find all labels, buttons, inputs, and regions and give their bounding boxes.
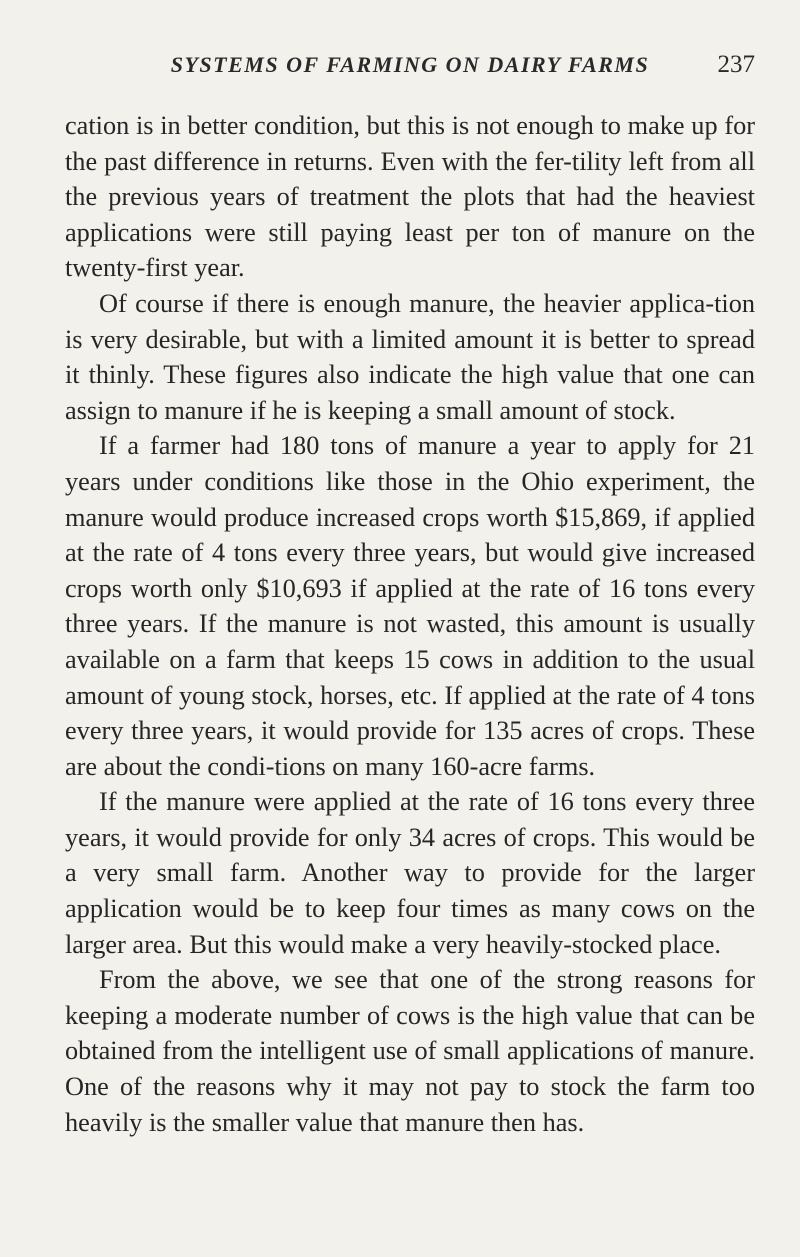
body-text — [65, 108, 755, 1140]
book-page — [65, 48, 755, 1140]
running-title: SYSTEMS OF FARMING ON DAIRY FARMS — [170, 52, 650, 77]
running-head — [65, 48, 755, 84]
paragraph: Of course if there is enough manure, the heavier applica-tion is very desirable, but with a limited amount it is better to spread it thinly. These figures also indicate the high value that one can assign to manure if he is keeping a small amount of stock. — [65, 288, 755, 425]
page-number: 237 — [717, 51, 755, 78]
paragraph: If the manure were applied at the rate of 16 tons every three years, it would provide for only 34 acres of crops. This would be a very small farm. Another way to provide for the larger application would be to keep four times as many cows on the larger area. But this would make a very heavily-stocked place. — [65, 787, 755, 959]
paragraph-continuation: cation is in better condition, but this is not enough to make up for the past difference in returns. Even with the fer-tility left from all the previous years of treatment the plots that had the heaviest applications were still paying least per ton of manure on the twenty-first year. — [65, 111, 755, 283]
paragraph: From the above, we see that one of the strong reasons for keeping a moderate number of cows is the high value that can be obtained from the intelligent use of small applications of manure. One of the reasons why it may not pay to stock the farm too heavily is the smaller value that manure then has. — [65, 965, 755, 1137]
paragraph: If a farmer had 180 tons of manure a year to apply for 21 years under conditions like those in the Ohio experiment, the manure would produce increased crops worth $15,869, if applied at the rate of 4 tons every three years, but would give increased crops worth only $10,693 if applied at the rate of 16 tons every three years. If the manure is not wasted, this amount is usually available on a farm that keeps 15 cows in addition to the usual amount of young stock, horses, etc. If applied at the rate of 4 tons every three years, it would provide for 135 acres of crops. These are about the condi-tions on many 160-acre farms. — [65, 431, 755, 781]
